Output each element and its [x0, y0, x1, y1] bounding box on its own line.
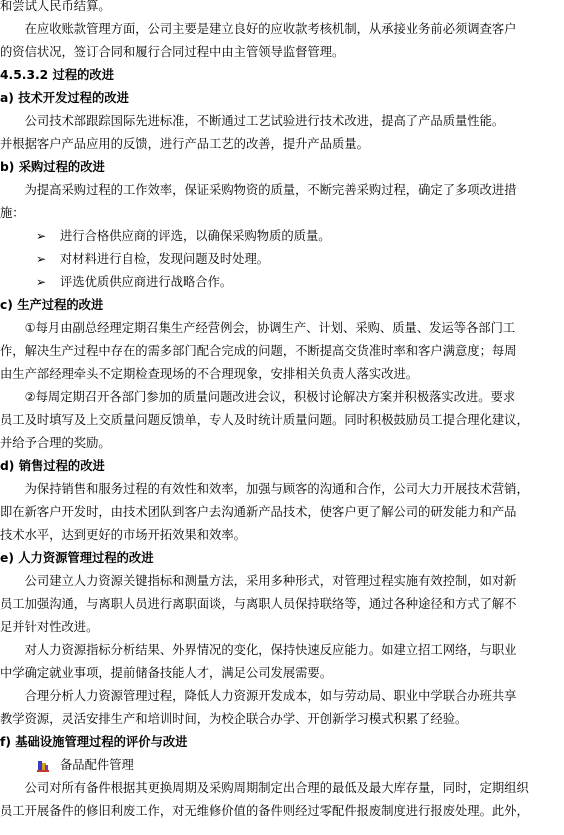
bullet-item — [0, 271, 564, 294]
arrow-bullet-icon: ➢ — [36, 252, 47, 266]
section-heading: 4.5.3.2 过程的改进 — [0, 68, 115, 82]
subsection-heading: f) 基础设施管理过程的评价与改进 — [0, 735, 188, 749]
text-line: 教学资源，灵活安排生产和培训时间，为校企联合办学、开创新学习模式积累了经验。 — [0, 712, 468, 726]
text-line: 在应收账款管理方面，公司主要是建立良好的应收款考核机制，从承接业务前必须调查客户 — [0, 22, 517, 36]
text-line: 并给予合理的奖励。 — [0, 436, 111, 450]
bullet-text: 评选优质供应商进行战略合作。 — [60, 275, 233, 289]
text-line: 公司对所有备件根据其更换周期及采购周期制定出合理的最低及最大库存量，同时，定期组织 — [0, 781, 529, 795]
text-line: 由生产部经理牵头不定期检查现场的不合理现象，安排相关负责人落实改进。 — [0, 367, 419, 381]
bullet-text: 对材料进行自检，发现问题及时处理。 — [60, 252, 270, 266]
text-line: 对人力资源指标分析结果、外界情况的变化，保持快速反应能力。如建立招工网络，与职业 — [0, 643, 517, 657]
text-line: 公司技术部跟踪国际先进标准，不断通过工艺试验进行技术改进，提高了产品质量性能。 — [0, 114, 505, 128]
text-line: 的资信状况，签订合同和履行合同过程中由主管领导监督管理。 — [0, 45, 345, 59]
icon-bullet-item — [0, 754, 564, 777]
arrow-bullet-icon: ➢ — [36, 229, 47, 243]
subsection-heading: b) 采购过程的改进 — [0, 160, 105, 174]
subsection-heading: a) 技术开发过程的改进 — [0, 91, 129, 105]
arrow-bullet-icon: ➢ — [36, 275, 47, 289]
text-line: 员工开展备件的修旧利废工作，对无维修价值的备件则经过零配件报废制度进行报废处理。此外， — [0, 804, 529, 818]
text-line: 为提高采购过程的工作效率，保证采购物资的质量，不断完善采购过程，确定了多项改进措 — [0, 183, 517, 197]
text-line: ②每周定期召开各部门参加的质量问题改进会议，积极讨论解决方案并积极落实改进。要求 — [0, 390, 516, 404]
text-line: ①每月由副总经理定期召集生产经营例会，协调生产、计划、采购、质量、发运等各部门工 — [0, 321, 516, 335]
text-line: 和尝试人民币结算。 — [0, 0, 111, 13]
item-label: 备品配件管理 — [60, 758, 134, 772]
text-line: 即在新客户开发时，由技术团队到客户去沟通新产品技术，使客户更了解公司的研发能力和产品 — [0, 505, 517, 519]
subsection-heading: c) 生产过程的改进 — [0, 298, 104, 312]
text-line: 施： — [0, 206, 25, 220]
text-line: 中学确定就业事项，提前储备技能人才，满足公司发展需要。 — [0, 666, 333, 680]
text-line: 作，解决生产过程中存在的需多部门配合完成的问题，不断提高交货准时率和客户满意度；每周 — [0, 344, 517, 358]
text-line: 并根据客户产品应用的反馈，进行产品工艺的改善，提升产品质量。 — [0, 137, 369, 151]
book-stack-icon — [36, 758, 50, 772]
subsection-heading: e) 人力资源管理过程的改进 — [0, 551, 154, 565]
text-line: 员工及时填写及上交质量问题反馈单，专人及时统计质量问题。同时积极鼓励员工提合理化建议， — [0, 413, 529, 427]
text-line: 员工加强沟通，与离职人员进行离职面谈，与离职人员保持联络等，通过各种途径和方式了解不 — [0, 597, 517, 611]
text-line: 为保持销售和服务过程的有效性和效率，加强与顾客的沟通和合作，公司大力开展技术营销， — [0, 482, 529, 496]
bullet-item — [0, 225, 564, 248]
bullet-text: 进行合格供应商的评选，以确保采购物质的质量。 — [60, 229, 331, 243]
bullet-item — [0, 248, 564, 271]
text-line: 足并针对性改进。 — [0, 620, 99, 634]
subsection-heading: d) 销售过程的改进 — [0, 459, 105, 473]
text-line: 合理分析人力资源管理过程，降低人力资源开发成本，如与劳动局、职业中学联合办班共享 — [0, 689, 517, 703]
text-line: 技术水平，达到更好的市场开拓效果和效率。 — [0, 528, 246, 542]
text-line: 公司建立人力资源关键指标和测量方法，采用多种形式，对管理过程实施有效控制，如对新 — [0, 574, 517, 588]
